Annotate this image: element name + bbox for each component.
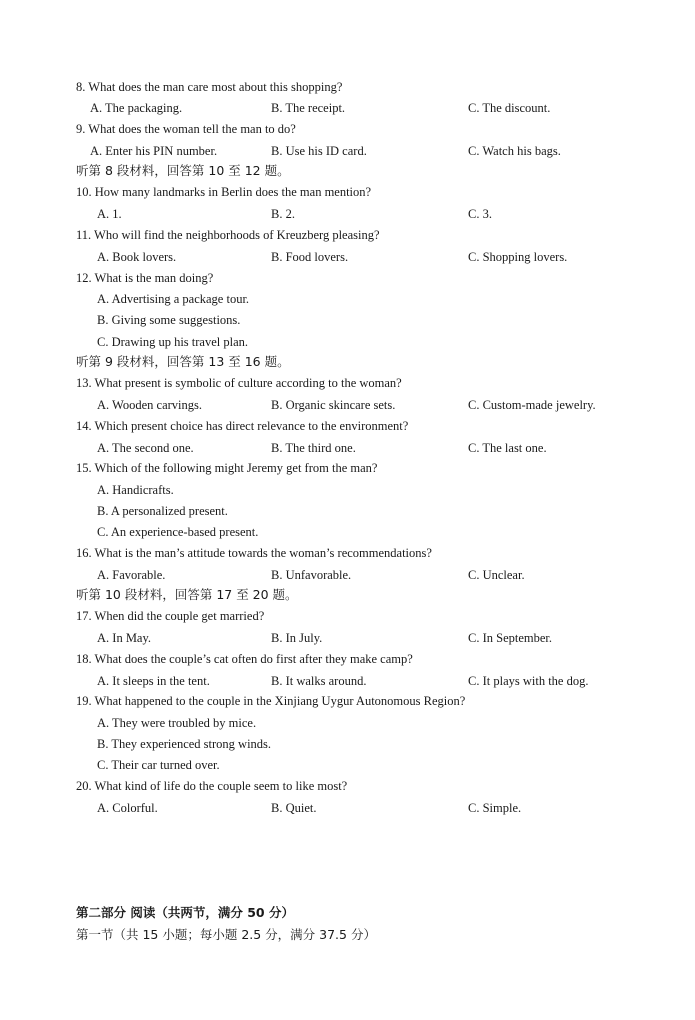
question-17-stem: 17. When did the couple get married? <box>76 609 265 623</box>
question-10-option-b: B. 2. <box>271 207 295 221</box>
question-13-option-c: C. Custom-made jewelry. <box>468 398 596 412</box>
question-14-option-b: B. The third one. <box>271 441 356 455</box>
question-13-option-a: A. Wooden carvings. <box>97 398 202 412</box>
question-20-stem: 20. What kind of life do the couple seem to like most? <box>76 779 348 793</box>
question-15-option-b: B. A personalized present. <box>97 504 228 518</box>
question-12-option-a: A. Advertising a package tour. <box>97 292 250 306</box>
question-16-option-c: C. Unclear. <box>468 568 525 582</box>
question-13-stem: 13. What present is symbolic of culture according to the woman? <box>76 376 402 390</box>
question-19-stem: 19. What happened to the couple in the Xinjiang Uygur Autonomous Region? <box>76 694 466 708</box>
part-2-title: 第二部分 阅读（共两节，满分 50 分） <box>76 905 294 920</box>
question-9-option-c: C. Watch his bags. <box>468 144 561 158</box>
question-17-option-a: A. In May. <box>97 631 152 645</box>
question-8-option-b: B. The receipt. <box>271 101 346 115</box>
question-10-stem: 10. How many landmarks in Berlin does the man mention? <box>76 185 372 199</box>
question-11-option-c: C. Shopping lovers. <box>468 250 568 264</box>
question-8-option-c: C. The discount. <box>468 101 551 115</box>
question-18-option-a: A. It sleeps in the tent. <box>97 674 210 688</box>
question-18-option-c: C. It plays with the dog. <box>468 674 589 688</box>
question-8-option-a: A. The packaging. <box>90 101 183 115</box>
question-8-stem: 8. What does the man care most about this shopping? <box>76 80 343 94</box>
question-19-option-a: A. They were troubled by mice. <box>97 716 257 730</box>
question-11-stem: 11. Who will find the neighborhoods of Kreuzberg pleasing? <box>76 228 380 242</box>
question-20-option-b: B. Quiet. <box>271 801 317 815</box>
question-13-option-b: B. Organic skincare sets. <box>271 398 396 412</box>
question-16-option-b: B. Unfavorable. <box>271 568 352 582</box>
question-17-option-b: B. In July. <box>271 631 323 645</box>
question-16-stem: 16. What is the man’s attitude towards the woman’s recommendations? <box>76 546 432 560</box>
question-12-option-b: B. Giving some suggestions. <box>97 313 241 327</box>
question-18-option-b: B. It walks around. <box>271 674 367 688</box>
section-10-heading: 听第 10 段材料，回答第 17 至 20 题。 <box>76 587 298 602</box>
question-15-stem: 15. Which of the following might Jeremy get from the man? <box>76 461 378 475</box>
question-14-option-a: A. The second one. <box>97 441 194 455</box>
question-16-option-a: A. Favorable. <box>97 568 166 582</box>
question-15-option-a: A. Handicrafts. <box>97 483 174 497</box>
question-12-stem: 12. What is the man doing? <box>76 271 214 285</box>
section-9-heading: 听第 9 段材料，回答第 13 至 16 题。 <box>76 354 290 369</box>
question-20-option-a: A. Colorful. <box>97 801 158 815</box>
question-14-stem: 14. Which present choice has direct relevance to the environment? <box>76 419 409 433</box>
question-17-option-c: C. In September. <box>468 631 553 645</box>
question-19-option-c: C. Their car turned over. <box>97 758 220 772</box>
question-20-option-c: C. Simple. <box>468 801 522 815</box>
question-10-option-c: C. 3. <box>468 207 492 221</box>
question-11-option-b: B. Food lovers. <box>271 250 349 264</box>
question-9-option-a: A. Enter his PIN number. <box>90 144 218 158</box>
section-8-heading: 听第 8 段材料，回答第 10 至 12 题。 <box>76 163 290 178</box>
question-9-stem: 9. What does the woman tell the man to do? <box>76 122 296 136</box>
question-12-option-c: C. Drawing up his travel plan. <box>97 335 249 349</box>
question-19-option-b: B. They experienced strong winds. <box>97 737 272 751</box>
question-10-option-a: A. 1. <box>97 207 122 221</box>
question-9-option-b: B. Use his ID card. <box>271 144 367 158</box>
part-2-section-1-heading: 第一节（共 15 小题；每小题 2.5 分，满分 37.5 分） <box>76 927 376 942</box>
question-18-stem: 18. What does the couple’s cat often do first after they make camp? <box>76 652 413 666</box>
question-14-option-c: C. The last one. <box>468 441 547 455</box>
question-11-option-a: A. Book lovers. <box>97 250 177 264</box>
question-15-option-c: C. An experience-based present. <box>97 525 259 539</box>
